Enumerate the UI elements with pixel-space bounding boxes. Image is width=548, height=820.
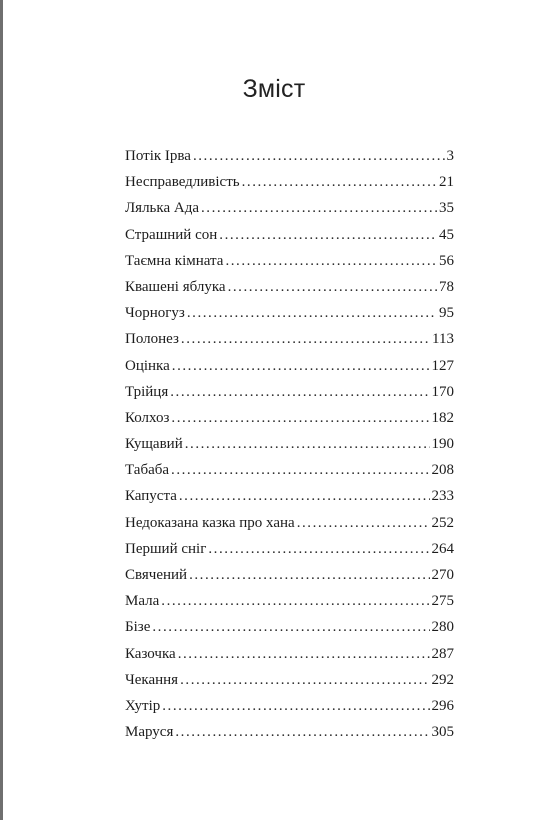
toc-entry-page-number: 21: [439, 174, 454, 191]
toc-entry-page-number: 113: [432, 331, 454, 348]
dot-leader: [162, 693, 429, 719]
toc-entry-page-number: 252: [431, 514, 454, 531]
page-title: Зміст: [242, 75, 306, 103]
toc-entry: [125, 693, 454, 719]
toc-entry: [125, 248, 454, 274]
dot-leader: [242, 169, 437, 195]
toc-entry: [125, 353, 454, 379]
dot-leader: [189, 562, 429, 588]
toc-entry-title: Кущавий: [125, 436, 183, 453]
toc-entry-title: Колхоз: [125, 409, 170, 426]
dot-leader: [180, 667, 429, 693]
toc-entry: [125, 274, 454, 300]
toc-entry-title: Бізе: [125, 619, 151, 636]
toc-entry-title: Свячений: [125, 567, 188, 583]
toc-entry-title: Капуста: [125, 488, 177, 505]
toc-entry-page-number: 45: [439, 226, 454, 243]
table-of-contents: [125, 143, 454, 745]
toc-entry-page-number: 264: [431, 540, 454, 557]
toc-entry-page-number: 275: [431, 593, 454, 610]
toc-entry-title: Трійця: [125, 383, 169, 400]
dot-leader: [228, 274, 437, 300]
toc-entry: [125, 510, 454, 536]
toc-entry: [125, 431, 454, 457]
toc-entry-title: Перший сніг: [125, 540, 207, 557]
toc-entry-title: Квашені яблука: [125, 278, 226, 295]
toc-entry-page-number: 270: [431, 567, 454, 583]
toc-entry-title: Потік Ірва: [125, 148, 191, 164]
dot-leader: [172, 353, 430, 379]
toc-entry: [125, 222, 454, 248]
dot-leader: [171, 405, 429, 431]
toc-entry: [125, 300, 454, 326]
toc-entry: [125, 195, 454, 221]
dot-leader: [187, 300, 437, 326]
toc-entry-title: Чекання: [125, 671, 179, 688]
toc-entry-page-number: 280: [431, 619, 454, 636]
toc-entry-page-number: 208: [431, 462, 454, 479]
dot-leader: [170, 379, 429, 405]
toc-entry-title: Таємна кімната: [125, 252, 224, 269]
toc-entry: [125, 143, 454, 169]
toc-entry-page-number: 56: [439, 252, 454, 269]
toc-entry-page-number: 292: [431, 671, 454, 688]
dot-leader: [179, 483, 430, 509]
toc-entry-page-number: 296: [431, 697, 454, 714]
page-edge: [0, 0, 3, 820]
toc-entry-title: Казочка: [125, 645, 176, 662]
dot-leader: [175, 719, 429, 745]
toc-entry-title: Лялька Ада: [125, 200, 199, 217]
toc-entry: [125, 457, 454, 483]
toc-entry: [125, 326, 454, 352]
toc-entry-page-number: 35: [439, 200, 454, 217]
toc-entry: [125, 379, 454, 405]
toc-entry-title: Табаба: [125, 462, 170, 479]
dot-leader: [208, 536, 429, 562]
toc-entry-page-number: 127: [431, 357, 454, 374]
dot-leader: [297, 510, 430, 536]
toc-entry: [125, 719, 454, 745]
dot-leader: [171, 457, 429, 483]
toc-entry: [125, 483, 454, 509]
toc-entry-title: Полонез: [125, 331, 179, 348]
toc-entry: [125, 667, 454, 693]
toc-entry-title: Хутір: [125, 697, 161, 714]
toc-entry: [125, 169, 454, 195]
toc-entry-title: Маруся: [125, 724, 174, 741]
dot-leader: [152, 614, 429, 640]
dot-leader: [161, 588, 429, 614]
toc-entry: [125, 614, 454, 640]
toc-entry-page-number: 233: [431, 488, 454, 505]
toc-entry-page-number: 182: [431, 409, 454, 426]
toc-entry: [125, 405, 454, 431]
dot-leader: [178, 641, 430, 667]
dot-leader: [185, 431, 430, 457]
dot-leader: [219, 222, 437, 248]
toc-entry: [125, 641, 454, 667]
toc-entry-title: Оцінка: [125, 357, 170, 374]
toc-entry: [125, 536, 454, 562]
toc-entry-title: Недоказана казка про хана: [125, 514, 295, 531]
toc-entry-title: Мала: [125, 593, 160, 610]
toc-entry: [125, 588, 454, 614]
dot-leader: [201, 195, 437, 221]
toc-entry: [125, 562, 454, 588]
dot-leader: [225, 248, 437, 274]
toc-entry-page-number: 78: [439, 278, 454, 295]
toc-entry-page-number: 170: [431, 383, 454, 400]
toc-entry-title: Чорногуз: [125, 305, 185, 322]
dot-leader: [193, 143, 445, 169]
toc-entry-title: Несправедливість: [125, 174, 240, 191]
toc-entry-page-number: 190: [431, 436, 454, 453]
toc-entry-page-number: 287: [431, 645, 454, 662]
toc-entry-page-number: 95: [439, 305, 454, 322]
dot-leader: [181, 326, 430, 352]
toc-entry-title: Страшний сон: [125, 226, 218, 243]
toc-entry-page-number: 3: [446, 148, 454, 164]
toc-entry-page-number: 305: [431, 724, 454, 741]
